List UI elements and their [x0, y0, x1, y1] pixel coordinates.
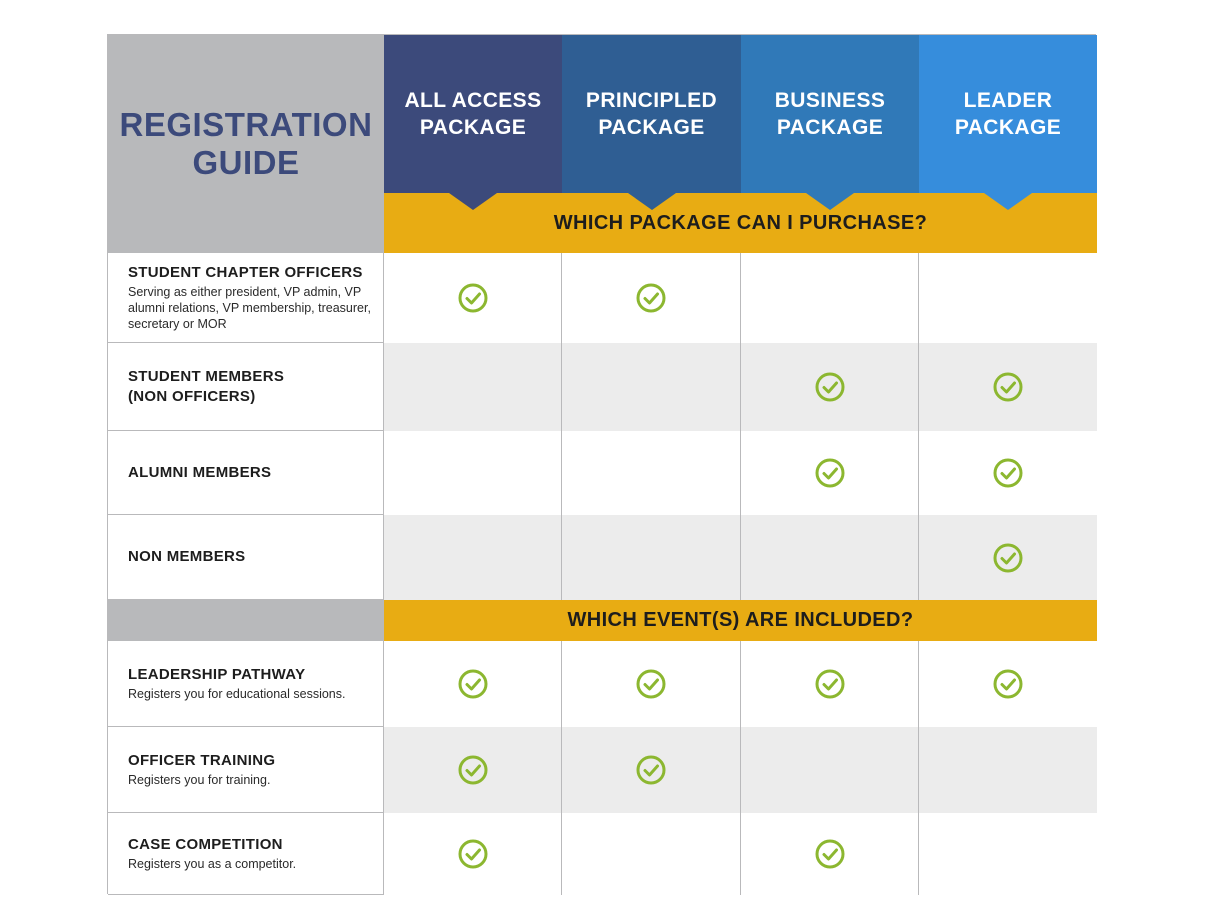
row-description: Registers you for training.: [128, 773, 271, 787]
row-title: LEADERSHIP PATHWAY: [128, 666, 306, 683]
package-header-1: [384, 35, 562, 193]
section1-cell-r1-c1: [384, 253, 562, 343]
row-title-line-2: (NON OFFICERS): [128, 387, 256, 405]
checkmark-icon: [815, 458, 845, 488]
package-name-1: [404, 87, 541, 141]
checkmark-icon: [815, 372, 845, 402]
package-name-line-1: PRINCIPLED: [585, 89, 718, 112]
section1-cell-r2-c1: [384, 343, 562, 431]
section1-row-label-2: [108, 343, 384, 431]
checkmark-icon: [993, 372, 1023, 402]
section1-cell-r1-c3: [741, 253, 919, 343]
section1-cell-r4-c4: [919, 515, 1097, 600]
package-pointer-4: [984, 193, 1032, 210]
section1-row-label-4: [108, 515, 384, 600]
checkmark-icon: [458, 669, 488, 699]
package-header-4: [919, 35, 1097, 193]
package-pointer-3: [806, 193, 854, 210]
section2-row-label-2: [108, 727, 384, 813]
row-title: CASE COMPETITION: [128, 836, 283, 853]
checkmark-icon: [815, 839, 845, 869]
section2-cell-r3-c4: [919, 813, 1097, 895]
section2-cell-r2-c1: [384, 727, 562, 813]
row-title: NON MEMBERS: [128, 548, 246, 565]
package-name-line-1: ALL ACCESS: [404, 89, 542, 112]
checkmark-icon: [993, 543, 1023, 573]
checkmark-icon: [636, 755, 666, 785]
section2-heading: WHICH EVENT(S) ARE INCLUDED?: [567, 609, 914, 631]
section1-cell-r3-c3: [741, 431, 919, 515]
checkmark-icon: [815, 669, 845, 699]
section1-cell-r2-c2: [562, 343, 741, 431]
title-line-1: REGISTRATION: [119, 106, 373, 143]
package-name-4: [955, 87, 1061, 141]
checkmark-icon: [993, 669, 1023, 699]
package-header-2: [562, 35, 741, 193]
section2-cell-r1-c2: [562, 641, 741, 727]
section2-cell-r1-c4: [919, 641, 1097, 727]
section2-gray-spacer: [108, 600, 384, 641]
package-name-line-2: PACKAGE: [598, 116, 705, 139]
package-name-line-1: LEADER: [963, 89, 1053, 112]
section2-cell-r3-c2: [562, 813, 741, 895]
section1-heading: WHICH PACKAGE CAN I PURCHASE?: [553, 211, 928, 234]
section1-row-label-3: [108, 431, 384, 515]
package-name-line-2: PACKAGE: [954, 116, 1062, 139]
row-description: Serving as either president, VP admin, VP alumni relations, VP membership, treasurer, secretary or MOR: [128, 285, 371, 331]
section1-cell-r1-c2: [562, 253, 741, 343]
package-name-line-2: PACKAGE: [419, 116, 527, 139]
title-cell: [108, 35, 384, 253]
row-title: STUDENT MEMBERS: [128, 367, 285, 385]
row-description: Registers you as a competitor.: [128, 857, 297, 871]
registration-guide-table: [107, 34, 1096, 894]
package-name-3: [775, 87, 886, 141]
section1-cell-r2-c4: [919, 343, 1097, 431]
row-title: STUDENT CHAPTER OFFICERS: [128, 264, 363, 281]
checkmark-icon: [636, 669, 666, 699]
section1-cell-r4-c1: [384, 515, 562, 600]
section2-row-label-3: [108, 813, 384, 895]
section1-cell-r4-c3: [741, 515, 919, 600]
checkmark-icon: [458, 283, 488, 313]
checkmark-icon: [458, 755, 488, 785]
section2-cell-r1-c1: [384, 641, 562, 727]
section1-cell-r3-c1: [384, 431, 562, 515]
section1-row-label-1: [108, 253, 384, 343]
section2-cell-r1-c3: [741, 641, 919, 727]
section2-cell-r2-c2: [562, 727, 741, 813]
package-header-3: [741, 35, 919, 193]
title-line-2: GUIDE: [192, 144, 300, 181]
checkmark-icon: [636, 283, 666, 313]
checkmark-icon: [993, 458, 1023, 488]
section1-cell-r3-c2: [562, 431, 741, 515]
package-name-line-2: PACKAGE: [776, 116, 884, 139]
page-title: [120, 106, 373, 182]
section1-cell-r2-c3: [741, 343, 919, 431]
row-description: Registers you for educational sessions.: [128, 687, 346, 701]
package-name-line-1: BUSINESS: [774, 89, 886, 112]
section2-cell-r2-c4: [919, 727, 1097, 813]
package-pointer-2: [628, 193, 676, 210]
section2-cell-r3-c1: [384, 813, 562, 895]
section2-heading-band: [384, 600, 1097, 641]
package-name-2: [586, 87, 717, 141]
row-title: OFFICER TRAINING: [128, 752, 276, 769]
section1-cell-r4-c2: [562, 515, 741, 600]
section1-cell-r3-c4: [919, 431, 1097, 515]
checkmark-icon: [458, 839, 488, 869]
section2-cell-r2-c3: [741, 727, 919, 813]
section2-row-label-1: [108, 641, 384, 727]
section2-cell-r3-c3: [741, 813, 919, 895]
section1-cell-r1-c4: [919, 253, 1097, 343]
row-title: ALUMNI MEMBERS: [128, 463, 272, 481]
package-pointer-1: [449, 193, 497, 210]
